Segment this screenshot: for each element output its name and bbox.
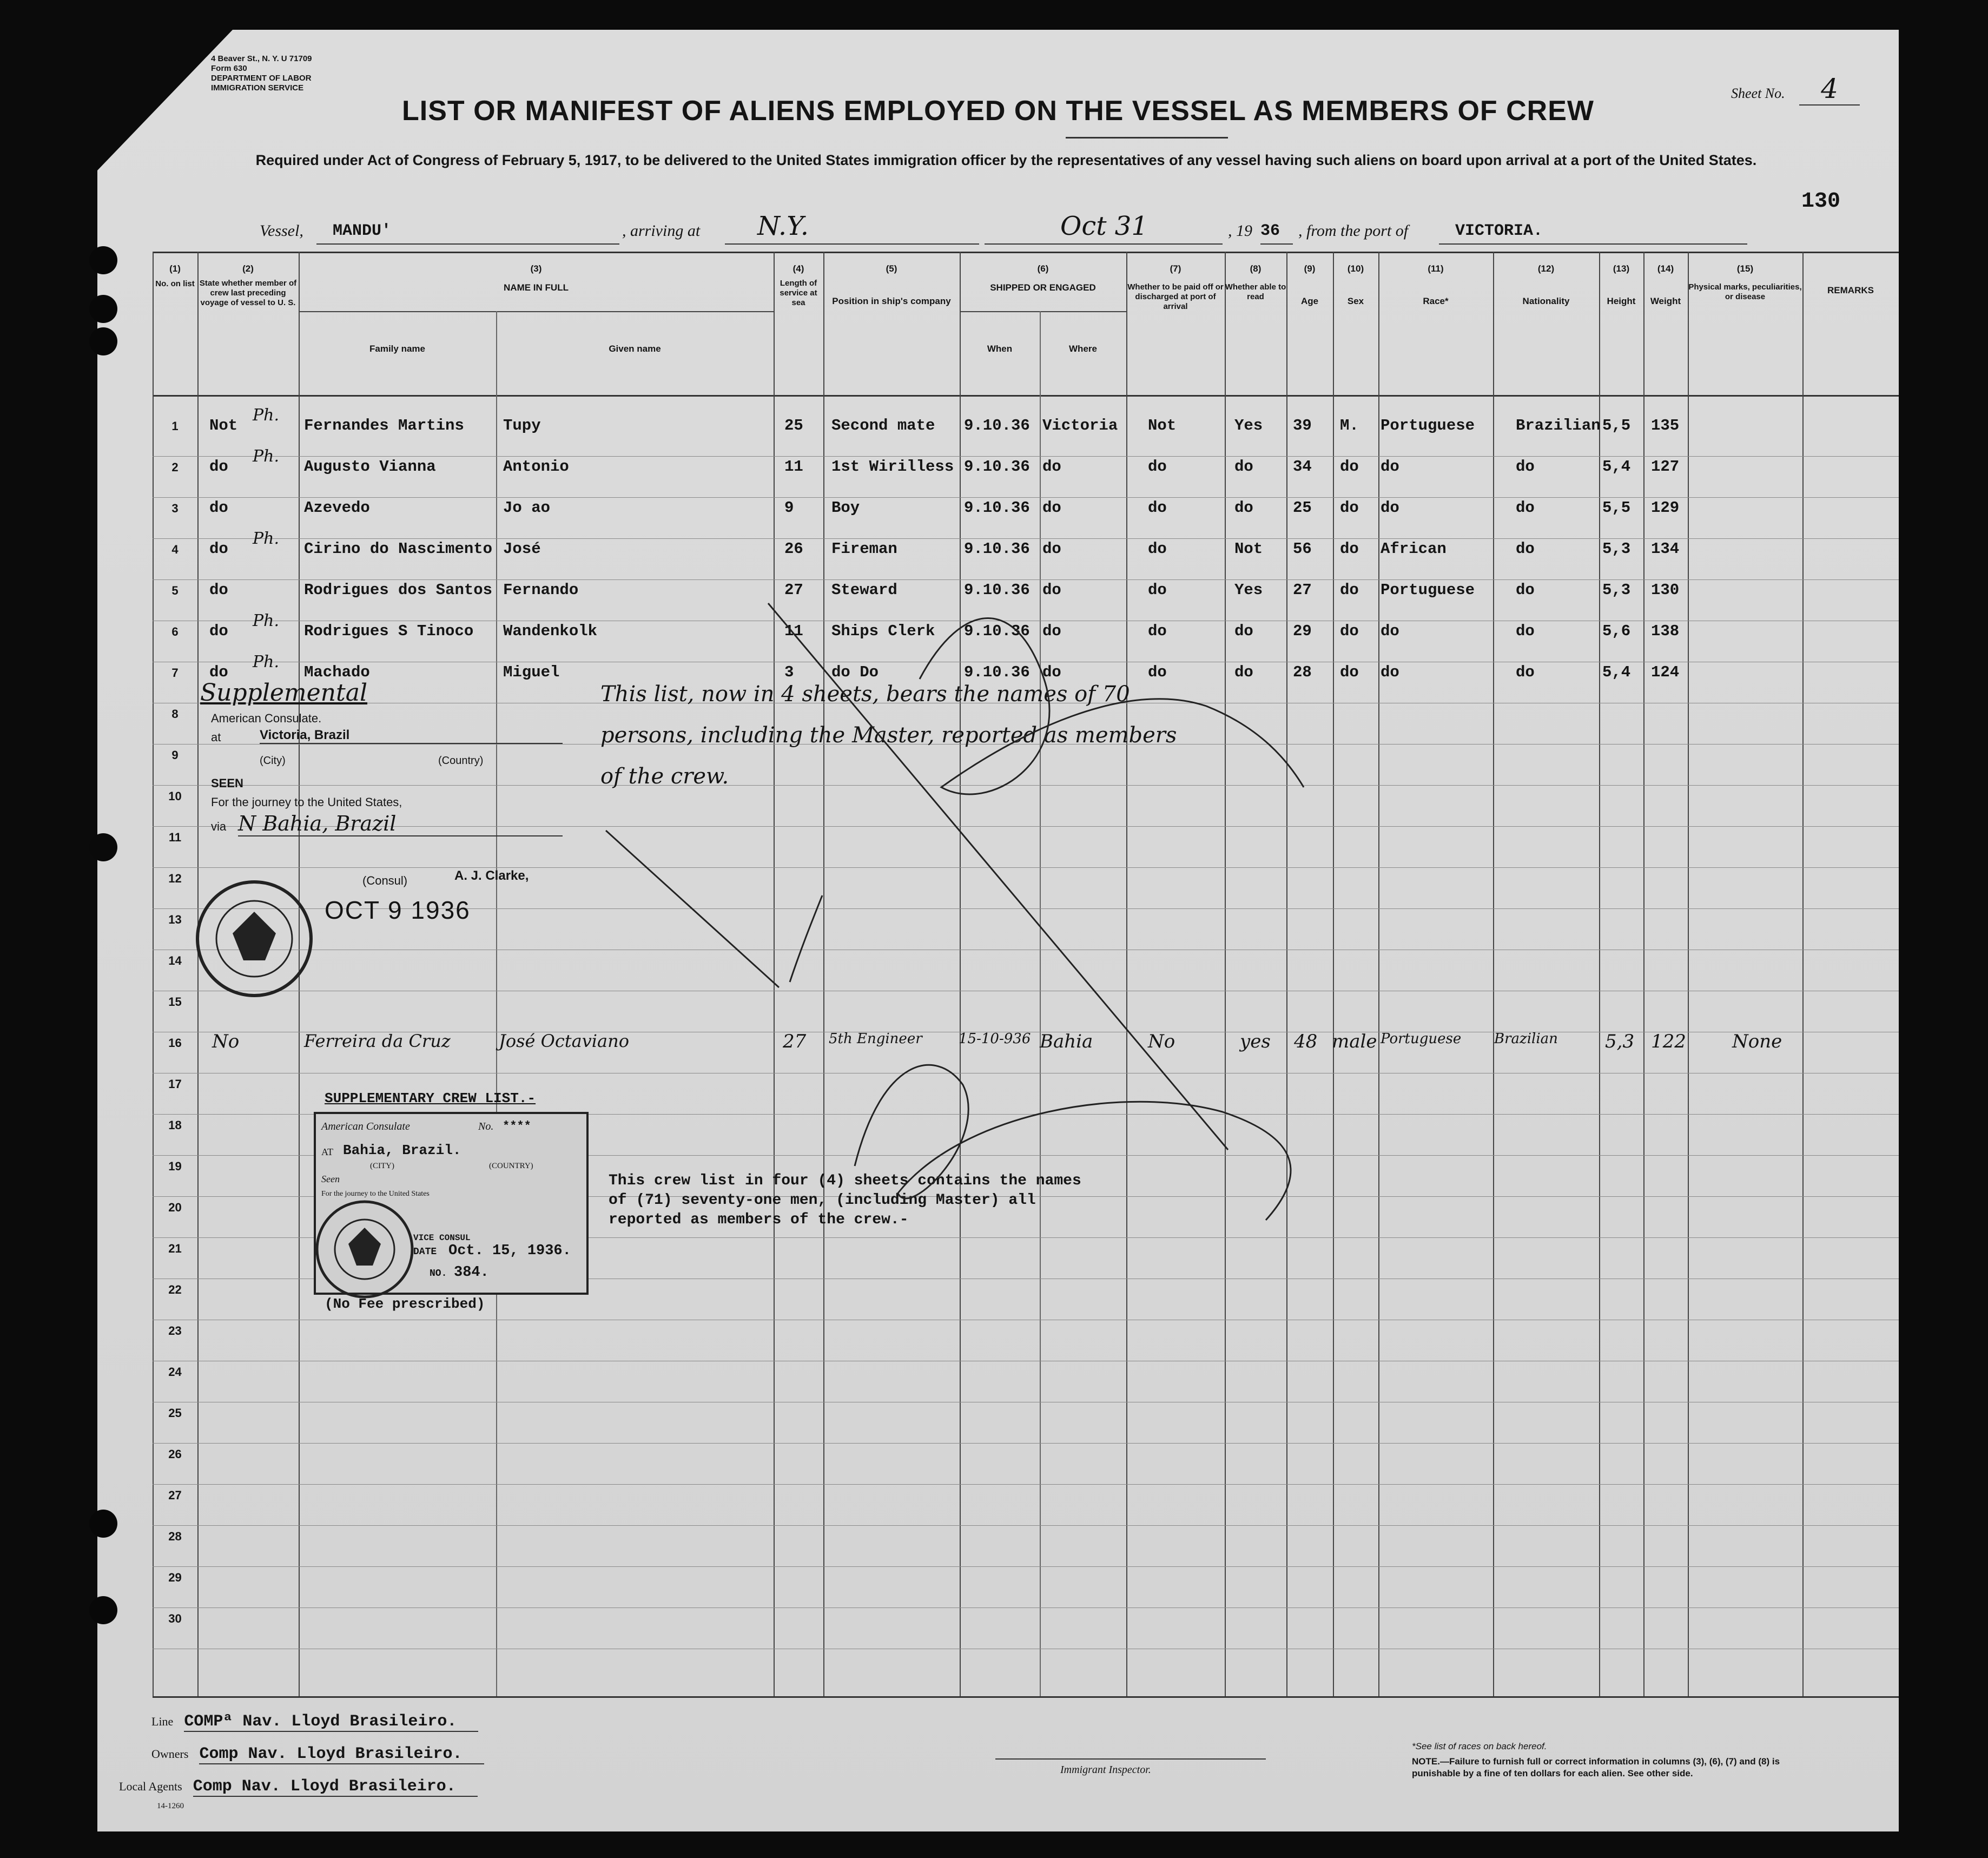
header-col-6: (6) SHIPPED OR ENGAGED: [990, 263, 1096, 293]
at-label: at: [211, 730, 221, 744]
header-col-1: (1) No. on list: [155, 263, 195, 288]
cell-when: 9.10.36: [964, 499, 1030, 517]
cell-family: Rodrigues S Tinoco: [304, 622, 474, 640]
journey-label: For the journey to the United States,: [211, 795, 402, 809]
cell-race: do: [1381, 663, 1399, 681]
cell-age: 27: [1293, 581, 1312, 599]
row-number: 10: [168, 789, 182, 803]
cell-paid: do: [1148, 458, 1167, 476]
cell-mark: Ph.: [253, 611, 280, 630]
row-number: 26: [168, 1447, 182, 1461]
cell-race: Portuguese: [1381, 581, 1475, 599]
cell-sex: do: [1340, 499, 1359, 517]
stamp-no-label: No.: [478, 1121, 494, 1132]
seen-label: SEEN: [211, 776, 243, 790]
cell-given: Wandenkolk: [503, 622, 598, 640]
row-number: 7: [171, 666, 179, 680]
cell-position: do Do: [831, 663, 879, 681]
cell-position: 5th Engineer: [829, 1031, 922, 1047]
country-label: (Country): [438, 755, 484, 767]
cell-paid: do: [1148, 499, 1167, 517]
imprint-line: DEPARTMENT OF LABOR: [211, 74, 312, 83]
stamp-no-value: ****: [503, 1119, 531, 1133]
cell-family: Cirino do Nascimento: [304, 540, 493, 558]
cell-nationality: do: [1516, 663, 1535, 681]
cell-weight: 130: [1651, 581, 1680, 599]
header-col-10: (10) Sex: [1347, 263, 1364, 306]
cell-given: Tupy: [503, 417, 541, 434]
cell-age: 28: [1293, 663, 1312, 681]
header-col-13: (13) Height: [1607, 263, 1636, 306]
cell-height: 5,3: [1605, 1031, 1635, 1052]
supplemental-heading: Supplemental: [200, 679, 368, 707]
row-number: 22: [168, 1283, 182, 1296]
stamp-seen: Seen: [321, 1174, 340, 1184]
row-number: 4: [171, 543, 179, 556]
row-number: 12: [168, 872, 182, 885]
cell-position: Boy: [831, 499, 860, 517]
cell-when: 9.10.36: [964, 622, 1030, 640]
agents-label: Local Agents: [119, 1780, 182, 1793]
header-given-name: Given name: [609, 344, 661, 354]
fine-note: [1412, 1756, 1823, 1780]
row-number: 19: [168, 1159, 182, 1173]
cell-age: 34: [1293, 458, 1312, 476]
cell-race: African: [1381, 540, 1447, 558]
arriving-label: , arriving at: [622, 222, 701, 240]
cell-service: 27: [783, 1031, 807, 1052]
cell-position: Second mate: [831, 417, 935, 434]
cell-where: do: [1042, 581, 1061, 599]
stamp-consul-label: VICE CONSUL: [413, 1233, 471, 1243]
cell-paid: do: [1148, 622, 1167, 640]
cell-sex: do: [1340, 540, 1359, 558]
cell-c2: do: [209, 663, 228, 681]
cell-when: 9.10.36: [964, 540, 1030, 558]
header-col-2: (2) State whether member of crew last preceding voyage of vessel to U. S.: [199, 263, 297, 307]
imprint-line: IMMIGRATION SERVICE: [211, 83, 304, 93]
agents-value: Comp Nav. Lloyd Brasileiro.: [193, 1777, 478, 1797]
cell-read: do: [1234, 458, 1253, 476]
cell-mark: Ph.: [253, 653, 280, 671]
cell-position: Ships Clerk: [831, 622, 935, 640]
cell-service: 26: [784, 540, 803, 558]
header-col-7: (7) Whether to be paid off or discharged at port of arrival: [1127, 263, 1224, 311]
header-col-4: (4) Length of service at sea: [780, 263, 817, 307]
row-number: 17: [168, 1077, 182, 1091]
cell-paid: do: [1148, 663, 1167, 681]
row-number: 9: [171, 748, 179, 762]
cell-age: 56: [1293, 540, 1312, 558]
cell-family: Azevedo: [304, 499, 370, 517]
row-number: 6: [171, 625, 179, 638]
cell-service: 25: [784, 417, 803, 434]
punch-hole-icon: [89, 327, 117, 355]
row-number: 24: [168, 1365, 182, 1379]
via-route: N Bahia, Brazil: [238, 812, 563, 836]
cell-c2: do: [209, 458, 228, 476]
cell-sex: do: [1340, 622, 1359, 640]
stamp-fee-no: 384.: [454, 1264, 489, 1281]
races-note: *See list of races on back hereof.: [1412, 1741, 1547, 1751]
sheet-number-value: 4: [1799, 73, 1860, 106]
cell-where: Bahia: [1040, 1031, 1093, 1052]
line-label: Line: [151, 1715, 174, 1728]
row-number: 5: [171, 584, 179, 597]
cell-c2: do: [209, 622, 228, 640]
cell-family: Ferreira da Cruz: [304, 1031, 451, 1051]
cell-given: Jo ao: [503, 499, 551, 517]
cell-family: Rodrigues dos Santos: [304, 581, 493, 599]
cell-read: Yes: [1234, 417, 1263, 434]
row-number: 28: [168, 1530, 182, 1543]
owners-value: Comp Nav. Lloyd Brasileiro.: [199, 1745, 484, 1764]
cell-given: José: [503, 540, 541, 558]
crew-list-note: This crew list in four (4) sheets contains the names of (71) seventy-one men, (including Master) all reported as members of the crew.-: [609, 1172, 1081, 1228]
cell-age: 25: [1293, 499, 1312, 517]
note-label: NOTE.: [1412, 1756, 1440, 1767]
consulate-city: Victoria, Brazil: [260, 728, 563, 744]
stamp-city-label: (CITY): [370, 1162, 394, 1170]
consulate-label: American Consulate.: [211, 711, 322, 725]
cell-nationality: do: [1516, 581, 1535, 599]
cell-weight: 138: [1651, 622, 1680, 640]
cell-weight: 127: [1651, 458, 1680, 476]
supplementary-title: SUPPLEMENTARY CREW LIST.-: [325, 1090, 536, 1106]
cell-read: do: [1234, 663, 1253, 681]
handwritten-list-note: This list, now in 4 sheets, bears the names of 70 persons, including the Master, reported as members of the crew.: [600, 682, 1177, 789]
cell-position: Fireman: [831, 540, 897, 558]
cell-when: 9.10.36: [964, 458, 1030, 476]
form-number: 14-1260: [157, 1802, 184, 1810]
stamp-at-label: AT: [321, 1147, 333, 1157]
punch-hole-icon: [89, 1596, 117, 1624]
cell-race: do: [1381, 499, 1399, 517]
line-value: COMPª Nav. Lloyd Brasileiro.: [184, 1712, 478, 1732]
stamp-country-label: (COUNTRY): [489, 1162, 533, 1170]
cell-race: do: [1381, 622, 1399, 640]
cell-mark: Ph.: [253, 406, 280, 425]
cell-where: do: [1042, 622, 1061, 640]
stamp-date-label: DATE: [413, 1247, 437, 1257]
imprint-line: Form 630: [211, 64, 247, 73]
cell-age: 39: [1293, 417, 1312, 434]
punch-hole-icon: [89, 295, 117, 323]
row-number: 1: [171, 419, 179, 433]
row-number: 25: [168, 1406, 182, 1420]
row-number: 2: [171, 460, 179, 474]
arrival-date: Oct 31: [1060, 211, 1148, 241]
cell-paid: No: [1148, 1031, 1175, 1052]
page-subtitle: Required under Act of Congress of February 5, 1917, to be delivered to the United States immigration officer by the representatives of any vessel having such aliens on board upon arrival at a port of the United States.: [255, 152, 1757, 168]
cell-sex: do: [1340, 581, 1359, 599]
cell-weight: 135: [1651, 417, 1680, 434]
header-col-11: (11) Race*: [1423, 263, 1449, 306]
cell-weight: 134: [1651, 540, 1680, 558]
row-number: 20: [168, 1201, 182, 1214]
arrival-year: 36: [1260, 222, 1280, 240]
cell-read: yes: [1240, 1031, 1271, 1052]
header-col-15: (15) Physical marks, peculiarities, or disease: [1688, 263, 1802, 301]
cell-c2: Not: [209, 417, 238, 434]
row-number: 13: [168, 913, 182, 926]
origin-port: VICTORIA.: [1455, 222, 1543, 240]
page-title: LIST OR MANIFEST OF ALIENS EMPLOYED ON THE VESSEL AS MEMBERS OF CREW: [402, 95, 1594, 127]
cell-when: 9.10.36: [964, 581, 1030, 599]
stamp-fee-no-label: NO.: [430, 1268, 447, 1279]
stamp-city: Bahia, Brazil.: [343, 1142, 461, 1158]
cell-c2: do: [209, 540, 228, 558]
cell-paid: Not: [1148, 417, 1177, 434]
sheet-number-label: Sheet No.: [1731, 85, 1785, 101]
header-col-12: (12) Nationality: [1522, 263, 1570, 306]
cell-read: do: [1234, 499, 1253, 517]
cell-where: do: [1042, 540, 1061, 558]
row-number: 21: [168, 1242, 182, 1255]
header-col-5: (5) Position in ship's company: [832, 263, 951, 306]
cell-nationality: do: [1516, 622, 1535, 640]
cell-weight: 129: [1651, 499, 1680, 517]
cell-race: Portuguese: [1381, 417, 1475, 434]
cell-where: do: [1042, 663, 1061, 681]
cell-nationality: do: [1516, 458, 1535, 476]
cell-weight: 122: [1651, 1031, 1686, 1052]
punch-hole-icon: [89, 1510, 117, 1538]
cell-age: 29: [1293, 622, 1312, 640]
cell-read: Yes: [1234, 581, 1263, 599]
stamp-prescribed: (No Fee prescribed): [325, 1296, 485, 1312]
row-number: 8: [171, 707, 179, 721]
header-col-14: (14) Weight: [1650, 263, 1681, 306]
vessel-label: Vessel,: [260, 222, 303, 240]
row-number: 29: [168, 1571, 182, 1584]
cell-nationality: do: [1516, 540, 1535, 558]
row-number: 27: [168, 1488, 182, 1502]
header-when: When: [987, 344, 1013, 354]
stamp-journey: For the journey to the United States: [321, 1190, 430, 1198]
stamp-consulate: American Consulate: [321, 1121, 410, 1132]
port-label: , from the port of: [1298, 222, 1409, 240]
cell-sex: M.: [1340, 417, 1359, 434]
cell-age: 48: [1294, 1031, 1318, 1052]
cell-service: 3: [784, 663, 794, 681]
footer-agents: [119, 1777, 478, 1796]
row-number: 30: [168, 1612, 182, 1625]
cell-height: 5,6: [1602, 622, 1631, 640]
inspector-signature-line: [995, 1758, 1266, 1760]
cell-sex: do: [1340, 458, 1359, 476]
cell-when: 9.10.36: [964, 417, 1030, 434]
row-number: 23: [168, 1324, 182, 1338]
manifest-sheet: [97, 30, 1899, 1831]
header-col-9: (9) Age: [1300, 263, 1319, 306]
cell-given: Fernando: [503, 581, 579, 599]
cell-nationality: do: [1516, 499, 1535, 517]
cell-service: 11: [784, 622, 803, 640]
header-family-name: Family name: [369, 344, 425, 354]
cell-read: Not: [1234, 540, 1263, 558]
row-number: 11: [168, 831, 182, 844]
cell-where: Victoria: [1042, 417, 1118, 434]
page-number: 130: [1801, 189, 1841, 214]
cell-marks: None: [1732, 1031, 1782, 1052]
footer-line: [151, 1712, 478, 1731]
cell-nationality: Brazilian: [1516, 417, 1601, 434]
cell-nationality: Brazilian: [1494, 1031, 1558, 1047]
cell-family: Fernandes Martins: [304, 417, 464, 434]
owners-label: Owners: [151, 1747, 189, 1761]
header-col-8: (8) Whether able to read: [1225, 263, 1286, 301]
inspector-label: Immigrant Inspector.: [1060, 1764, 1151, 1776]
cell-family: Machado: [304, 663, 370, 681]
date-stamp: OCT 9 1936: [325, 896, 471, 924]
cell-given: José Octaviano: [499, 1031, 629, 1051]
cell-paid: do: [1148, 581, 1167, 599]
cell-service: 11: [784, 458, 803, 476]
cell-when: 9.10.36: [964, 663, 1030, 681]
arriving-port: N.Y.: [757, 211, 809, 241]
cell-position: Steward: [831, 581, 897, 599]
cell-c2: No: [212, 1031, 240, 1052]
city-label: (City): [260, 755, 286, 767]
cell-height: 5,5: [1602, 499, 1631, 517]
punch-hole-icon: [89, 833, 117, 861]
cell-position: 1st Wirilless: [831, 458, 954, 476]
row-number: 16: [168, 1036, 182, 1050]
cell-mark: Ph.: [253, 529, 280, 548]
cell-height: 5,5: [1602, 417, 1631, 434]
via-label: via: [211, 820, 227, 833]
cell-where: do: [1042, 499, 1061, 517]
annotation-strokes: [97, 30, 1899, 1831]
cell-service: 9: [784, 499, 794, 517]
header-where: Where: [1069, 344, 1097, 354]
imprint-line: 4 Beaver St., N. Y. U 71709: [211, 54, 312, 63]
row-number: 18: [168, 1118, 182, 1132]
row-number: 14: [168, 954, 182, 967]
header-remarks: REMARKS: [1827, 285, 1874, 295]
cell-race: Portuguese: [1381, 1031, 1462, 1047]
header-col-3: (3) NAME IN FULL: [504, 263, 569, 293]
cell-service: 27: [784, 581, 803, 599]
cell-c2: do: [209, 499, 228, 517]
cell-height: 5,4: [1602, 663, 1631, 681]
cell-when: 15-10-936: [959, 1031, 1031, 1047]
cell-sex: do: [1340, 663, 1359, 681]
row-number: 3: [171, 502, 179, 515]
cell-mark: Ph.: [253, 447, 280, 466]
vessel-name: MANDU': [333, 222, 392, 240]
note-text: —Failure to furnish full or correct information in columns (3), (6), (7) and (8) is punishable by a fine of ten dollars for each alien. See other side.: [1412, 1756, 1780, 1778]
cell-weight: 124: [1651, 663, 1680, 681]
consul-name: A. J. Clarke,: [454, 868, 529, 883]
cell-c2: do: [209, 581, 228, 599]
cell-sex: male: [1332, 1031, 1377, 1052]
consul-label: (Consul): [362, 874, 408, 887]
footer-owners: [151, 1745, 484, 1763]
stamp-date: Oct. 15, 1936.: [448, 1243, 571, 1259]
cell-given: Miguel: [503, 663, 560, 681]
cell-family: Augusto Vianna: [304, 458, 436, 476]
cell-height: 5,3: [1602, 540, 1631, 558]
cell-where: do: [1042, 458, 1061, 476]
cell-race: do: [1381, 458, 1399, 476]
cell-paid: do: [1148, 540, 1167, 558]
cell-height: 5,3: [1602, 581, 1631, 599]
row-number: 15: [168, 995, 182, 1009]
year-label: , 19: [1228, 222, 1252, 240]
cell-height: 5,4: [1602, 458, 1631, 476]
cell-read: do: [1234, 622, 1253, 640]
cell-given: Antonio: [503, 458, 569, 476]
punch-hole-icon: [89, 246, 117, 274]
